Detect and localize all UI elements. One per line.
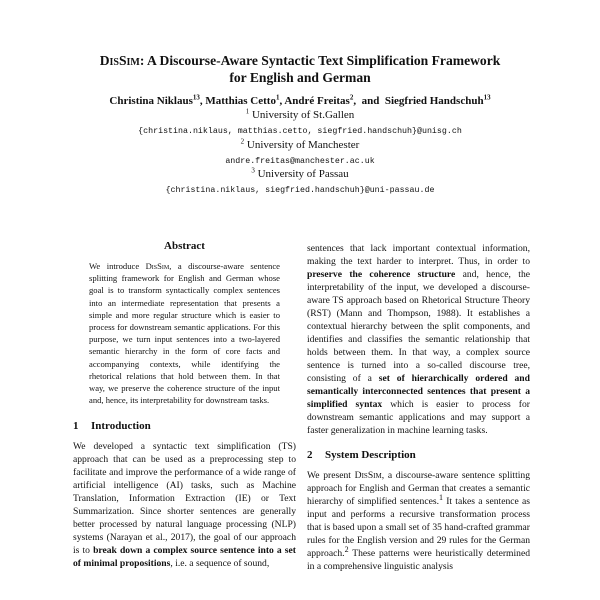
introduction-heading: 1 Introduction xyxy=(73,420,151,433)
system-description-heading: 2 System Description xyxy=(307,449,416,461)
affiliation-2-email: andre.freitas@manchester.ac.uk xyxy=(225,157,375,166)
introduction-continued: sentences that lack important contextual information, making the text harder to interpret. Thus, in order to preserve the coherence structure and, hence, the interpretability of the input, we developed a discourse-aware TS approach based on Rhetorical Structure Theory (RST) (Mann and Thompson, 1988). It establishes a contextual hierarchy between the split components, and identifies and classifies the semantic relationship that holds between them. In that way, a complex source sentence is turned into a so-called discourse tree, consisting of a set of hierarchically ordered and semantically interconnected sentences that present a simplified syntax which is easier to process for downstream semantic applications and may support a faster generalization in machine learning tasks. xyxy=(307,243,530,436)
affiliation-2: $^2$ University of Manchester xyxy=(240,137,360,151)
affiliation-3: $^3$ University of Passau xyxy=(251,166,349,180)
title-line-1 xyxy=(40,52,560,69)
title-line-1-text: : A Discourse-Aware Syntactic Text Simplification Framework xyxy=(139,53,501,68)
introduction-body: We developed a syntactic text simplification (TS) approach that can be used as a preprocessing step to facilitate and improve the performance of a wide range of artificial intelligence (AI) tasks, such as Machine Translation, Information Extraction (IE) or Text Summarization. Since shorter sentences are generally better processed by natural language processing (NLP) systems (Narayan et al., 2017), the goal of our approach is to break down a complex source sentence into a set of minimal propositions, i.e. a sequence of sound, xyxy=(73,441,296,570)
right-column xyxy=(307,242,530,573)
author: Matthias Cetto$^1$, xyxy=(205,93,285,107)
paper-title xyxy=(40,52,560,86)
author: Christina Niklaus$^{13}$, xyxy=(109,93,206,107)
system-description-body: We present DisSim, a discourse-aware sentence splitting approach for English and German that creates a semantic hierarchy of simplified sentences.$^1$ It takes a sentence as input and performs a recursive transformation process that is based upon a small set of 35 hand-crafted grammar rules for the English version and 29 rules for the German approach.$^2$ These patterns were heuristically determined in a comprehensive linguistic analysis xyxy=(307,470,531,572)
left-column xyxy=(73,240,296,570)
abstract-body: We introduce DisSim, a discourse-aware sentence splitting framework for English and German whose goal is to transform syntactically complex sentences into an intermediate representation that presents a simple and more regular structure which is easier to process for downstream semantic applications. For this purpose, we turn input sentences into a two-layered semantic hierarchy in the form of core facts and accompanying contexts, while identifying the rhetorical relations that hold between them. In that way, we preserve the coherence structure of the input and, hence, its interpretability for downstream tasks. xyxy=(89,261,280,406)
abstract-heading: Abstract xyxy=(164,240,205,252)
title-system-name: DisSim xyxy=(99,53,140,68)
title-line-2: for English and German xyxy=(229,70,371,85)
author: Siegfried Handschuh$^{13}$ xyxy=(384,93,491,107)
affiliation-1-email: {christina.niklaus, matthias.cetto, siegfried.handschuh}@unisg.ch xyxy=(138,127,462,136)
affiliation-1: $^1$ University of St.Gallen xyxy=(245,107,355,121)
author-list xyxy=(40,94,560,108)
author: André Freitas$^2$, and xyxy=(284,93,385,107)
affiliation-3-email: {christina.niklaus, siegfried.handschuh}@uni-passau.de xyxy=(165,186,435,195)
